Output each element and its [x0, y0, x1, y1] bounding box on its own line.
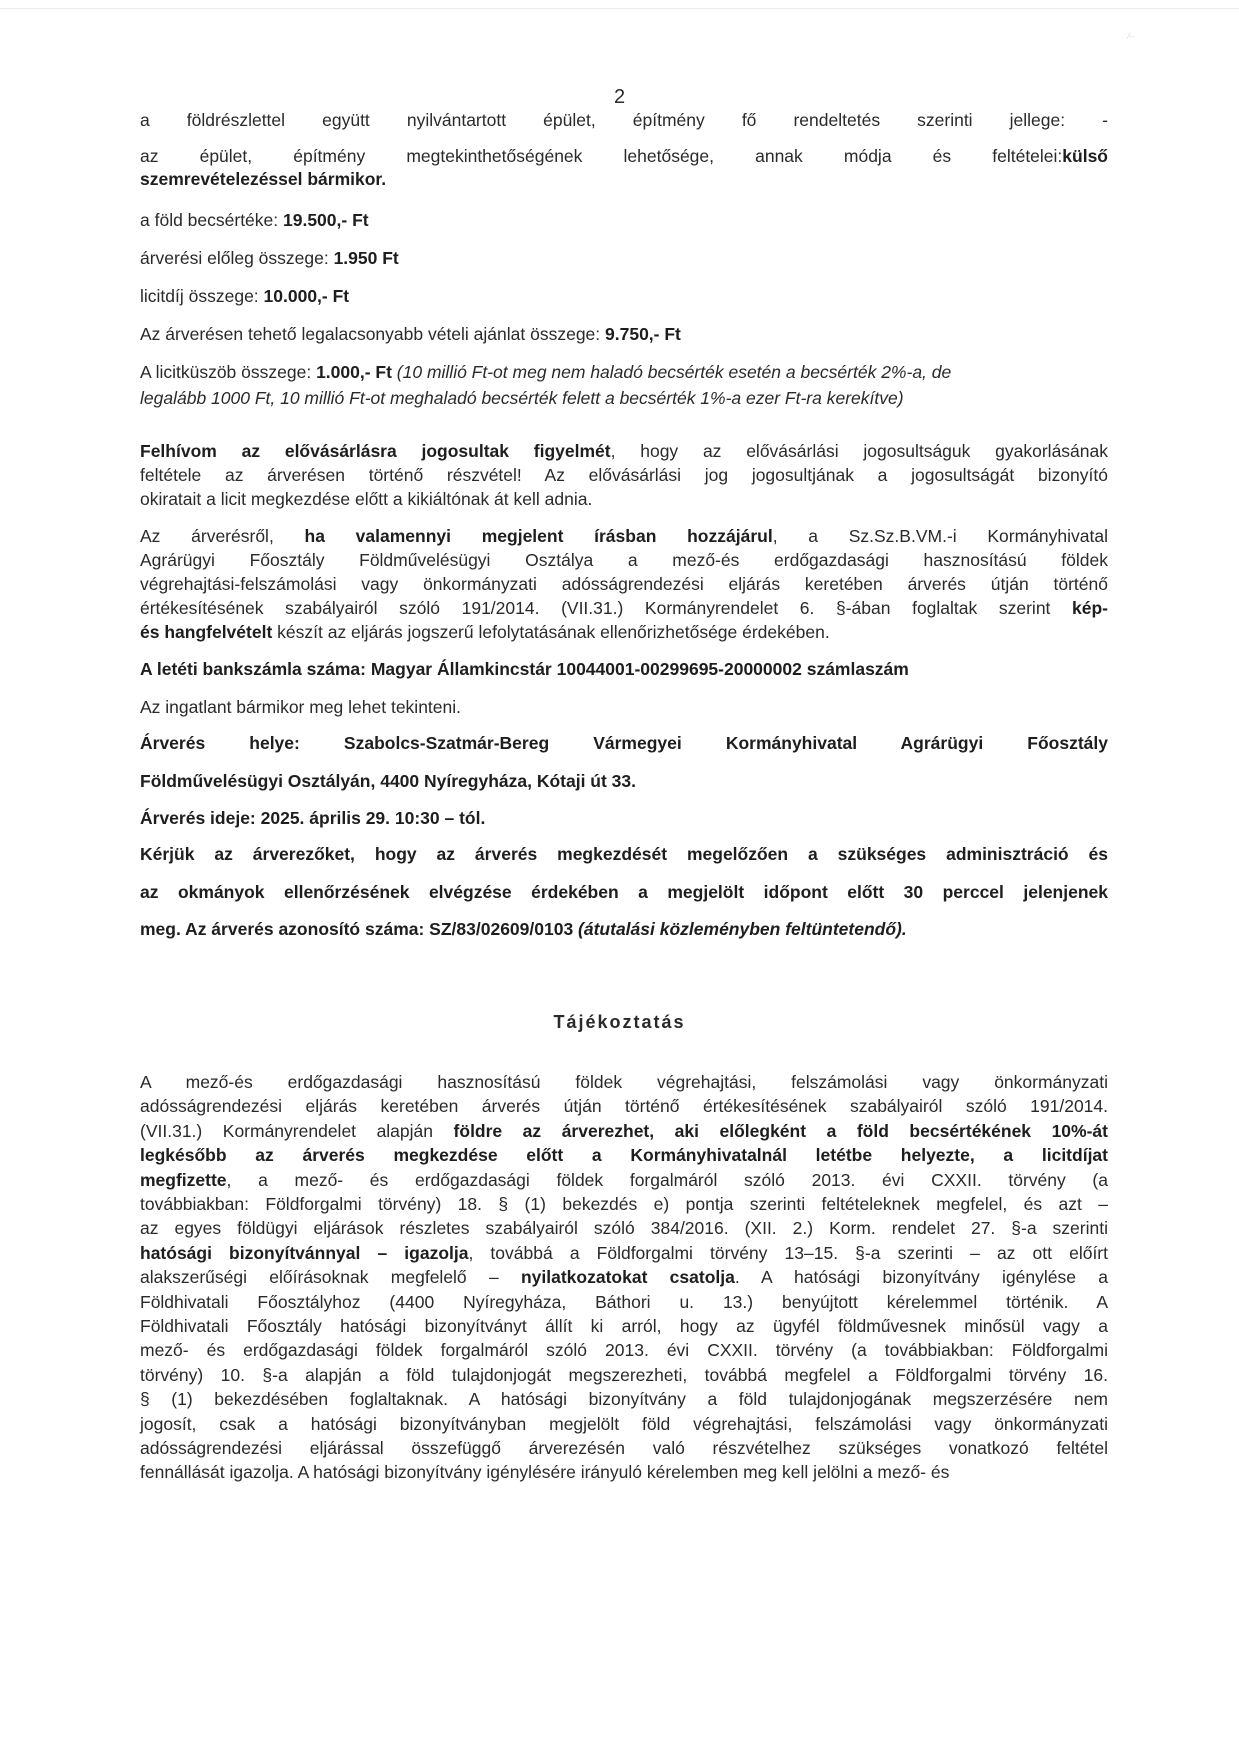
recording-emphasis-4: kép-: [1072, 598, 1108, 618]
info-line: [140, 1096, 1108, 1117]
info-line: [140, 1243, 1108, 1264]
recording-line-1: [140, 526, 1108, 547]
bid-threshold-value: 1.000,- Ft: [316, 362, 392, 382]
request-line-3: [140, 919, 1108, 940]
recording-text-4: értékesítésének szabályairól szóló 191/2014. (VII.31.) Kormányrendelet 6. §-ában foglaltak szerint: [140, 598, 1073, 618]
info-text: , továbbá a Földforgalmi törvény 13–15. §-a szerinti – az ott előírt: [468, 1242, 1108, 1263]
request-text-1: Kérjük az árverezőket, hogy az árverés megkezdését megelőzően a szükséges adminisztráció és: [140, 844, 1108, 864]
recording-line-3: végrehajtási-felszámolási vagy önkormányzati adósságrendezési eljárás keretében árverés útján történő: [140, 574, 1108, 594]
recording-line-2: Agrárügyi Főosztály Földművelésügyi Osztálya a mező-és erdőgazdasági hasznosítású földek: [140, 550, 1108, 570]
info-emphasis: megfizette: [140, 1169, 227, 1190]
auction-id: meg. Az árverés azonosító száma: SZ/83/02609/0103: [140, 919, 579, 939]
bid-fee-line: [140, 286, 1108, 307]
auction-time-line: [140, 808, 1108, 829]
deposit-value: 1.950 Ft: [333, 248, 399, 268]
deposit-line: [140, 248, 1108, 269]
request-line-1: [140, 844, 1108, 865]
info-line: [140, 1072, 1108, 1093]
info-text: A mező-és erdőgazdasági hasznosítású földek végrehajtási, felszámolási vagy önkormányzati: [140, 1072, 1108, 1092]
info-text: jogosít, csak a hatósági bizonyítványban megjelölt föld végrehajtási, felszámolási vagy önkormányzati: [140, 1413, 1108, 1434]
scan-edge-line: [0, 8, 1239, 9]
bid-threshold-line: [140, 362, 1108, 383]
min-offer-label: Az árverésen tehető legalacsonyabb vételi ajánlat összege:: [140, 324, 606, 344]
viewing-conditions-continued: [140, 169, 1108, 190]
estimated-value-label: a föld becsértéke:: [140, 210, 283, 230]
info-line: [140, 1462, 1108, 1483]
deposit-label: árverési előleg összege:: [140, 248, 334, 268]
recording-emphasis-5: és hangfelvételt: [140, 622, 273, 642]
info-text: fennállását igazolja. A hatósági bizonyítvány igénylésére irányuló kérelemben meg kell jelölni a mező- és: [140, 1462, 950, 1483]
info-text: . A hatósági bizonyítvány igénylése a: [734, 1267, 1108, 1288]
info-line: [140, 1438, 1108, 1459]
info-text: adósságrendezési eljárás keretében árverés útján történő értékesítésének szabályairól szóló 191/2014.: [140, 1096, 1108, 1117]
bank-account-line: [140, 659, 1108, 680]
estimated-value: 19.500,- Ft: [283, 210, 369, 230]
info-text: törvény) 10. §-a alapján a föld tulajdonjogát megszerezheti, továbbá megfelel a Földforgalmi törvény 16.: [140, 1364, 1108, 1385]
transfer-note: (átutalási közleményben feltüntetendő).: [578, 919, 907, 939]
auction-place-line-1: [140, 733, 1108, 754]
auction-place: Árverés helye: Szabolcs-Szatmár-Bereg Vármegyei Kormányhivatal Agrárügyi Főosztály: [140, 733, 1108, 753]
info-text: § (1) bekezdésében foglaltaknak. A hatósági bizonyítvány a föld tulajdonjogának megszerzésére nem: [140, 1389, 1108, 1410]
info-line: [140, 1170, 1108, 1191]
viewing-line: Az ingatlant bármikor meg lehet tekinteni.: [140, 697, 461, 717]
viewing-conditions-label: az épület, építmény megtekinthetőségének lehetősége, annak módja és feltételei:: [140, 146, 1063, 166]
info-text: Földhivatali Főosztályhoz (4400 Nyíregyháza, Báthori u. 13.) benyújtott kérelemmel történik. A: [140, 1291, 1108, 1312]
bid-threshold-note-cont: [140, 388, 1108, 409]
bid-fee-value: 10.000,- Ft: [263, 286, 350, 306]
request-text-2: az okmányok ellenőrzésének elvégzése érdekében a megjelölt időpont előtt 30 perccel jelenjenek: [140, 882, 1108, 902]
info-line: [140, 1365, 1108, 1386]
min-offer-value: 9.750,- Ft: [605, 324, 681, 344]
info-emphasis: nyilatkozatokat csatolja: [520, 1267, 735, 1288]
info-text: az egyes földügyi eljárások részletes szabályairól szóló 384/2016. (XII. 2.) Korm. rendelet 27. §-a szerinti: [140, 1218, 1108, 1239]
recording-line-4: [140, 598, 1108, 619]
info-line: [140, 1316, 1108, 1337]
info-line: [140, 1389, 1108, 1410]
recording-text-5: készít az eljárás jogszerű lefolytatásának ellenőrizhetősége érdekében.: [272, 622, 830, 642]
bank-account: A letéti bankszámla száma: Magyar Államkincstár 10044001-00299695-20000002 számlaszám: [140, 659, 909, 679]
info-line: [140, 1121, 1108, 1142]
info-text: , a mező- és erdőgazdasági földek forgalmáról szóló 2013. évi CXXII. törvény (a: [226, 1169, 1108, 1190]
scan-mark: ⁄-·: [1128, 32, 1135, 41]
request-line-2: [140, 882, 1108, 903]
viewing-conditions-value: külső: [1062, 146, 1108, 166]
info-text: Földhivatali Főosztály hatósági bizonyítványt állít ki arról, hogy az ügyfél földművesnek minősül vagy a: [140, 1316, 1108, 1336]
info-line: [140, 1414, 1108, 1435]
bid-threshold-note: (10 millió Ft-ot meg nem haladó becsérték esetén a becsérték 2%-a, de: [391, 362, 952, 382]
recording-text: Az árverésről,: [140, 526, 305, 546]
section-heading-tajekoztatas: Tájékoztatás: [553, 1012, 686, 1032]
recording-line-5: [140, 622, 1108, 643]
preemption-line-2: feltétele az árverésen történő részvétel! Az elővásárlási jog jogosultjának a jogosultságát bizonyító: [140, 465, 1108, 485]
bid-threshold-label: A licitküszöb összege:: [140, 362, 317, 382]
info-emphasis: legkésőbb az árverés megkezdése előtt a Kormányhivatalnál letétbe helyezte, a licitdíjat: [140, 1145, 1108, 1166]
preemption-line-1: [140, 441, 1108, 462]
info-line: [140, 1340, 1108, 1361]
info-text: adósságrendezési eljárással összefüggő árverezésén való részvételhez szükséges vonatkozó feltétel: [140, 1438, 1108, 1458]
auction-place-line-2: [140, 771, 1108, 792]
info-line: [140, 1145, 1108, 1166]
estimated-value-line: [140, 210, 1108, 231]
building-character-line: a földrészlettel együtt nyilvántartott épület, építmény fő rendeltetés szerinti jellege: -: [140, 110, 1108, 130]
auction-place-address: Földművelésügyi Osztályán, 4400 Nyíregyháza, Kótaji út 33.: [140, 771, 637, 791]
recording-text-2: , a Sz.Sz.B.VM.-i Kormányhivatal: [772, 526, 1108, 546]
bid-fee-label: licitdíj összege:: [140, 286, 264, 306]
viewing-conditions-line: [140, 146, 1108, 167]
info-line: [140, 1267, 1108, 1288]
page-number: 2: [613, 86, 626, 108]
recording-emphasis: ha valamennyi megjelent írásban hozzájárul: [304, 526, 773, 546]
info-emphasis: földre az árverezhet, aki előlegként a föld becsértékének 10%-át: [453, 1120, 1108, 1141]
preemption-emphasis: Felhívom az elővásárlásra jogosultak figyelmét: [140, 441, 611, 461]
info-emphasis: hatósági bizonyítvánnyal – igazolja: [140, 1242, 469, 1263]
info-line: [140, 1218, 1108, 1239]
preemption-text: , hogy az elővásárlási jogosultságuk gyakorlásának: [610, 441, 1109, 461]
min-offer-line: [140, 324, 1108, 345]
info-line: [140, 1194, 1108, 1215]
info-text: mező- és erdőgazdasági földek forgalmáról szóló 2013. évi CXXII. törvény (a továbbiakban: Földforgalmi: [140, 1340, 1108, 1361]
auction-time: Árverés ideje: 2025. április 29. 10:30 – tól.: [140, 808, 486, 828]
preemption-line-3: okiratait a licit megkezdése előtt a kikiáltónak át kell adnia.: [140, 489, 593, 509]
info-text: továbbiakban: Földforgalmi törvény) 18. § (1) bekezdés e) pontja szerinti feltételeknek megfelel, és azt –: [140, 1194, 1108, 1214]
bid-threshold-note-2: legalább 1000 Ft, 10 millió Ft-ot meghaladó becsérték felett a becsérték 1%-a ezer Ft-ra kerekítve): [140, 388, 904, 408]
info-text: (VII.31.) Kormányrendelet alapján: [140, 1120, 454, 1141]
viewing-conditions-value-cont: szemrevételezéssel bármikor.: [140, 169, 387, 189]
info-text: alakszerűségi előírásoknak megfelelő –: [140, 1267, 521, 1288]
info-line: [140, 1292, 1108, 1313]
